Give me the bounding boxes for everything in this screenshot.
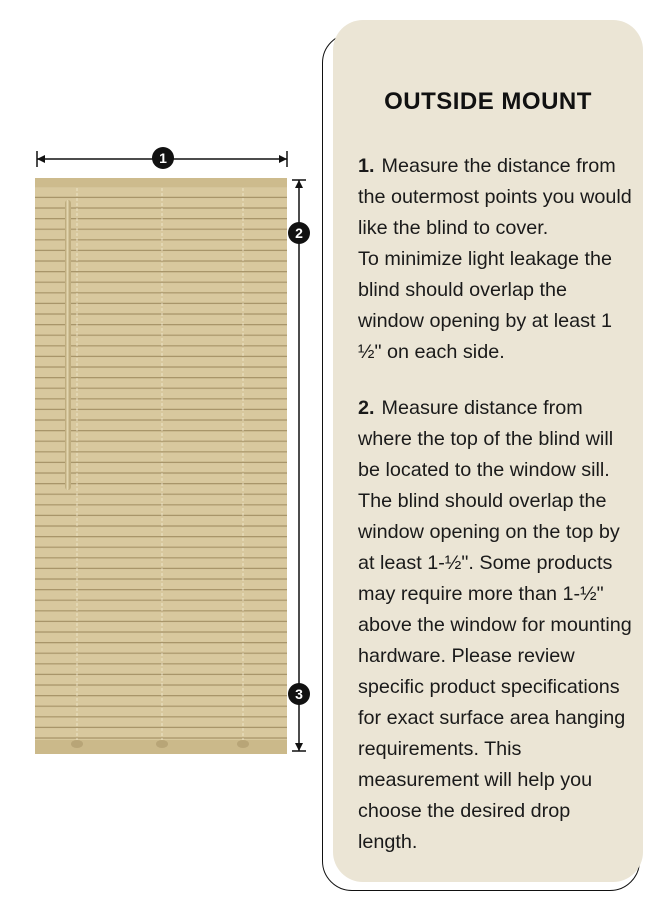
marker-badge-3: 3 [288,683,310,705]
width-right-arrow [279,155,287,163]
step-1-text-2: To minimize light leakage the blind should overlap the window opening by at least 1 ½" on each side. [358,248,613,363]
step-1-text: Measure the distance from the outermost points you would like the blind to cover. [358,155,632,239]
step-1 [358,151,633,368]
drop-top-arrow [295,180,303,188]
card-title: OUTSIDE MOUNT [384,88,592,115]
step-2-text: Measure distance from where the top of the blind will be located to the window sill. The blind should overlap the window opening on the top by at least 1-½". Some products may require more than 1-½" above the window for mounting hardware. Please review specific product specifications for exact surface area hanging requirements. This measurement will help you choose the desired drop length. [358,397,632,853]
step-2 [358,393,633,858]
marker-badge-2: 2 [288,222,310,244]
marker-badge-1: 1 [152,147,174,169]
width-left-arrow [37,155,45,163]
step-2-number: 2. [358,397,375,419]
step-1-number: 1. [358,155,375,177]
drop-bottom-arrow [295,743,303,751]
step-1-paragraph [358,151,633,244]
